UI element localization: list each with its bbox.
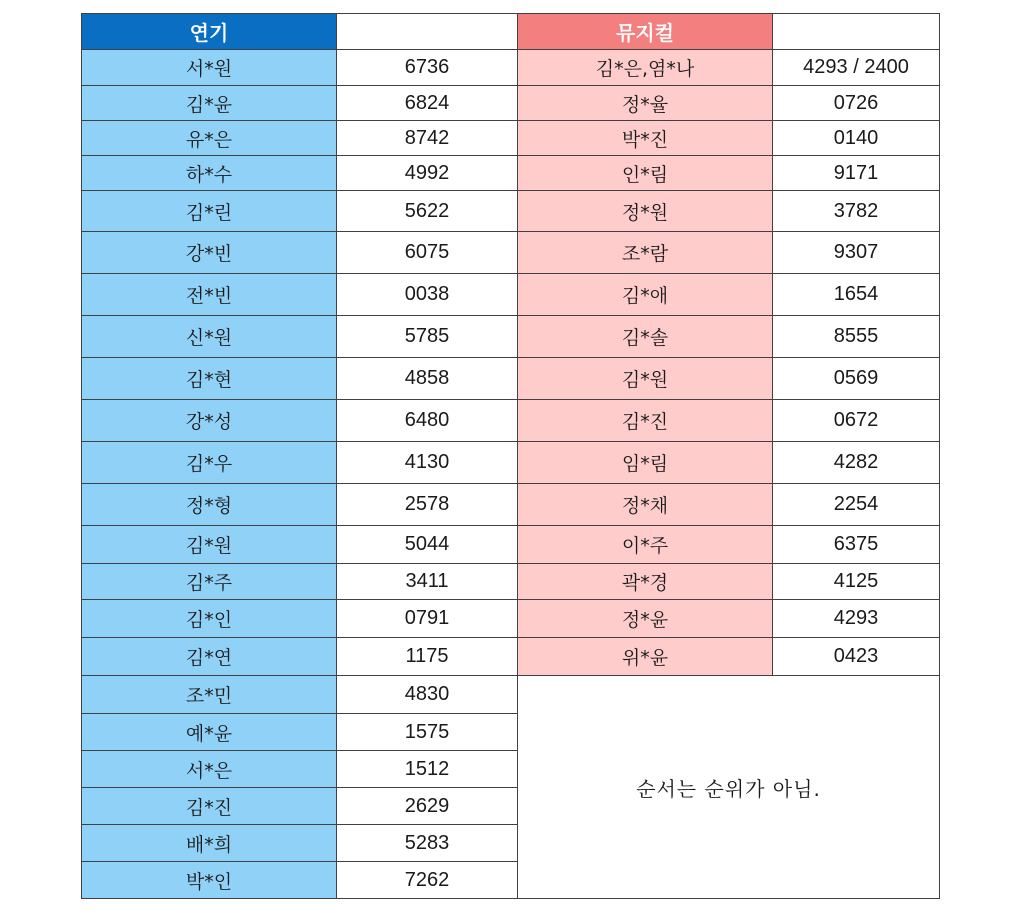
musical-code-cell: 6375 xyxy=(773,526,940,564)
acting-code-cell: 5044 xyxy=(337,526,518,564)
table-row xyxy=(82,274,940,316)
acting-name-cell: 김*현 xyxy=(82,358,337,400)
acting-code-cell: 4992 xyxy=(337,156,518,191)
musical-code-cell: 3782 xyxy=(773,191,940,232)
acting-name-cell: 강*성 xyxy=(82,400,337,442)
table-row xyxy=(82,358,940,400)
acting-code-cell: 6075 xyxy=(337,232,518,274)
table-row xyxy=(82,484,940,526)
acting-code-cell: 1575 xyxy=(337,714,518,751)
acting-name-cell: 조*민 xyxy=(82,676,337,714)
acting-name-cell: 김*인 xyxy=(82,600,337,638)
acting-name-cell: 김*주 xyxy=(82,564,337,600)
musical-code-cell: 0726 xyxy=(773,86,940,121)
acting-header-blank xyxy=(337,14,518,50)
musical-header: 뮤지컬 xyxy=(518,14,773,50)
acting-code-cell: 3411 xyxy=(337,564,518,600)
acting-name-cell: 서*은 xyxy=(82,751,337,788)
table-row xyxy=(82,316,940,358)
acting-code-cell: 7262 xyxy=(337,862,518,899)
musical-code-cell: 4293 / 2400 xyxy=(773,50,940,86)
table-row xyxy=(82,121,940,156)
musical-name-cell: 정*원 xyxy=(518,191,773,232)
acting-name-cell: 유*은 xyxy=(82,121,337,156)
acting-code-cell: 4858 xyxy=(337,358,518,400)
header-row xyxy=(82,14,940,50)
acting-name-cell: 김*우 xyxy=(82,442,337,484)
acting-code-cell: 4830 xyxy=(337,676,518,714)
acting-code-cell: 6824 xyxy=(337,86,518,121)
musical-name-cell: 김*애 xyxy=(518,274,773,316)
acting-code-cell: 0038 xyxy=(337,274,518,316)
musical-code-cell: 4293 xyxy=(773,600,940,638)
table-row xyxy=(82,50,940,86)
table-row xyxy=(82,232,940,274)
table-row xyxy=(82,526,940,564)
table-body xyxy=(82,14,940,899)
acting-code-cell: 1175 xyxy=(337,638,518,676)
musical-name-cell: 김*진 xyxy=(518,400,773,442)
musical-code-cell: 9171 xyxy=(773,156,940,191)
note-cell: 순서는 순위가 아님. xyxy=(518,676,940,899)
musical-name-cell: 임*림 xyxy=(518,442,773,484)
acting-name-cell: 하*수 xyxy=(82,156,337,191)
acting-name-cell: 김*연 xyxy=(82,638,337,676)
musical-name-cell: 곽*경 xyxy=(518,564,773,600)
musical-name-cell: 이*주 xyxy=(518,526,773,564)
musical-name-cell: 김*원 xyxy=(518,358,773,400)
acting-name-cell: 김*윤 xyxy=(82,86,337,121)
musical-code-cell: 4282 xyxy=(773,442,940,484)
acting-name-cell: 김*진 xyxy=(82,788,337,825)
musical-code-cell: 2254 xyxy=(773,484,940,526)
musical-name-cell: 위*윤 xyxy=(518,638,773,676)
table-row xyxy=(82,400,940,442)
table-row xyxy=(82,564,940,600)
acting-name-cell: 배*희 xyxy=(82,825,337,862)
table-row xyxy=(82,442,940,484)
acting-code-cell: 0791 xyxy=(337,600,518,638)
musical-name-cell: 김*솔 xyxy=(518,316,773,358)
musical-name-cell: 인*림 xyxy=(518,156,773,191)
acting-name-cell: 신*원 xyxy=(82,316,337,358)
acting-name-cell: 정*형 xyxy=(82,484,337,526)
acting-code-cell: 2629 xyxy=(337,788,518,825)
acting-code-cell: 6736 xyxy=(337,50,518,86)
musical-code-cell: 0140 xyxy=(773,121,940,156)
acting-name-cell: 김*원 xyxy=(82,526,337,564)
musical-code-cell: 9307 xyxy=(773,232,940,274)
acting-code-cell: 5622 xyxy=(337,191,518,232)
acting-code-cell: 5283 xyxy=(337,825,518,862)
table-row xyxy=(82,676,940,714)
musical-code-cell: 0672 xyxy=(773,400,940,442)
table-row xyxy=(82,156,940,191)
audition-results-table xyxy=(81,13,940,899)
acting-name-cell: 예*윤 xyxy=(82,714,337,751)
acting-code-cell: 2578 xyxy=(337,484,518,526)
acting-code-cell: 5785 xyxy=(337,316,518,358)
acting-code-cell: 4130 xyxy=(337,442,518,484)
musical-name-cell: 김*은,염*나 xyxy=(518,50,773,86)
acting-name-cell: 전*빈 xyxy=(82,274,337,316)
acting-name-cell: 강*빈 xyxy=(82,232,337,274)
table-row xyxy=(82,191,940,232)
acting-name-cell: 서*원 xyxy=(82,50,337,86)
musical-code-cell: 4125 xyxy=(773,564,940,600)
musical-name-cell: 정*윤 xyxy=(518,600,773,638)
musical-name-cell: 박*진 xyxy=(518,121,773,156)
acting-name-cell: 박*인 xyxy=(82,862,337,899)
musical-name-cell: 조*람 xyxy=(518,232,773,274)
acting-code-cell: 6480 xyxy=(337,400,518,442)
acting-code-cell: 8742 xyxy=(337,121,518,156)
table-row xyxy=(82,600,940,638)
musical-code-cell: 1654 xyxy=(773,274,940,316)
musical-code-cell: 0569 xyxy=(773,358,940,400)
musical-code-cell: 8555 xyxy=(773,316,940,358)
table-row xyxy=(82,638,940,676)
table-row xyxy=(82,86,940,121)
musical-name-cell: 정*율 xyxy=(518,86,773,121)
acting-name-cell: 김*린 xyxy=(82,191,337,232)
acting-code-cell: 1512 xyxy=(337,751,518,788)
musical-code-cell: 0423 xyxy=(773,638,940,676)
musical-header-blank xyxy=(773,14,940,50)
acting-header: 연기 xyxy=(82,14,337,50)
musical-name-cell: 정*채 xyxy=(518,484,773,526)
